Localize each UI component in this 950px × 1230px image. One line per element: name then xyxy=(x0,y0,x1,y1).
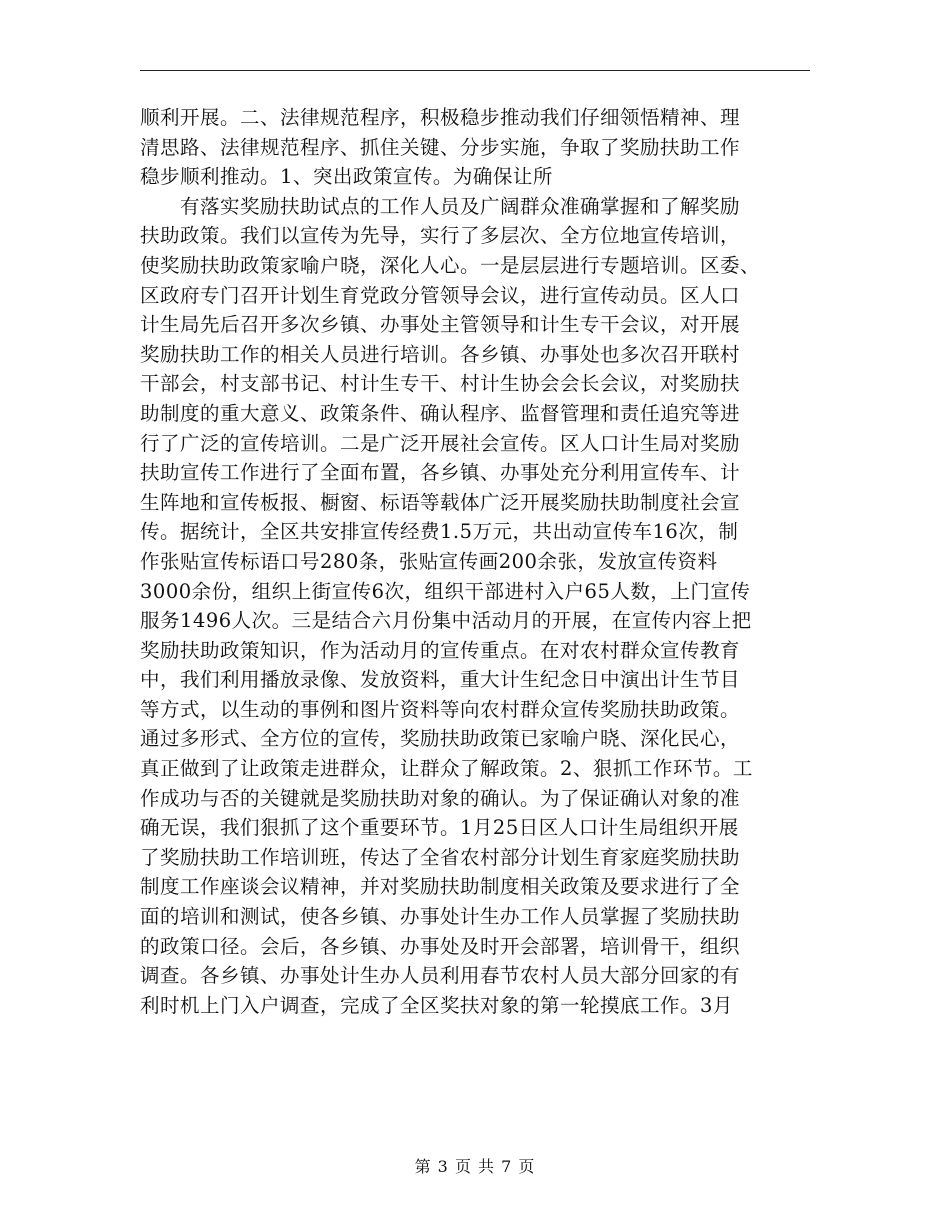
text-line: 助制度的重大意义、政策条件、确认程序、监督管理和责任追究等进 xyxy=(140,401,741,425)
text-line: 制度工作座谈会议精神，并对奖励扶助制度相关政策及要求进行了全 xyxy=(140,875,741,899)
text-line: 计生局先后召开多次乡镇、办事处主管领导和计生专干会议，对开展 xyxy=(140,313,741,337)
text-line: 作张贴宣传标语口号280条，张贴宣传画200余张，发放宣传资料 xyxy=(140,549,718,573)
header-rule xyxy=(140,70,810,71)
text-line: 行了广泛的宣传培训。二是广泛开展社会宣传。区人口计生局对奖励 xyxy=(140,431,741,455)
text-line: 使奖励扶助政策家喻户晓，深化人心。一是层层进行专题培训。区委、 xyxy=(140,253,761,277)
text-line: 顺利开展。二、法律规范程序，积极稳步推动我们仔细领悟精神、理 xyxy=(140,106,741,129)
paragraph-start-line: 有落实奖励扶助试点的工作人员及广阔群众准确掌握和了解奖励 xyxy=(180,194,741,218)
text-line: 干部会，村支部书记、村计生专干、村计生协会会长会议，对奖励扶 xyxy=(140,372,741,396)
text-line: 扶助政策。我们以宣传为先导，实行了多层次、全方位地宣传培训， xyxy=(140,224,741,248)
text-line: 奖励扶助政策知识，作为活动月的宣传重点。在对农村群众宣传教育 xyxy=(140,638,741,662)
text-line: 稳步顺利推动。1、突出政策宣传。为确保让所 xyxy=(140,165,553,189)
text-line: 扶助宣传工作进行了全面布置，各乡镇、办事处充分利用宣传车、计 xyxy=(140,461,741,485)
text-line: 的政策口径。会后，各乡镇、办事处及时开会部署，培训骨干，组织 xyxy=(140,934,741,958)
text-line: 清思路、法律规范程序、抓住关键、分步实施，争取了奖励扶助工作 xyxy=(140,135,741,159)
text-line: 等方式，以生动的事例和图片资料等向农村群众宣传奖励扶助政策。 xyxy=(140,697,741,721)
text-line: 作成功与否的关键就是奖励扶助对象的确认。为了保证确认对象的准 xyxy=(140,786,741,810)
text-line: 利时机上门入户调查，完成了全区奖扶对象的第一轮摸底工作。3月 xyxy=(140,993,733,1017)
text-line: 真正做到了让政策走进群众，让群众了解政策。2、狠抓工作环节。工 xyxy=(140,757,753,781)
text-line: 确无误，我们狠抓了这个重要环节。1月25日区人口计生局组织开展 xyxy=(140,816,739,840)
text-line: 面的培训和测试，使各乡镇、办事处计生办工作人员掌握了奖励扶助 xyxy=(140,905,741,929)
text-line: 服务1496人次。三是结合六月份集中活动月的开展，在宣传内容上把 xyxy=(140,609,752,633)
text-line: 奖励扶助工作的相关人员进行培训。各乡镇、办事处也多次召开联村 xyxy=(140,342,741,366)
text-line: 通过多形式、全方位的宣传，奖励扶助政策已家喻户晓、深化民心， xyxy=(140,727,741,751)
text-line: 传。据统计，全区共安排宣传经费1.5万元，共出动宣传车16次，制 xyxy=(140,520,739,544)
document-body xyxy=(140,103,810,1020)
text-line: 了奖励扶助工作培训班，传达了全省农村部分计划生育家庭奖励扶助 xyxy=(140,845,741,869)
text-line: 生阵地和宣传板报、橱窗、标语等载体广泛开展奖励扶助制度社会宣 xyxy=(140,490,741,514)
text-line: 3000余份，组织上街宣传6次，组织干部进村入户65人数，上门宣传 xyxy=(140,579,751,603)
text-line: 中，我们利用播放录像、发放资料，重大计生纪念日中演出计生节目 xyxy=(140,668,741,692)
page-number-footer: 第 3 页 共 7 页 xyxy=(414,1157,536,1176)
text-line: 区政府专门召开计划生育党政分管领导会议，进行宣传动员。区人口 xyxy=(140,283,741,307)
text-line: 调查。各乡镇、办事处计生办人员利用春节农村人员大部分回家的有 xyxy=(140,964,741,988)
